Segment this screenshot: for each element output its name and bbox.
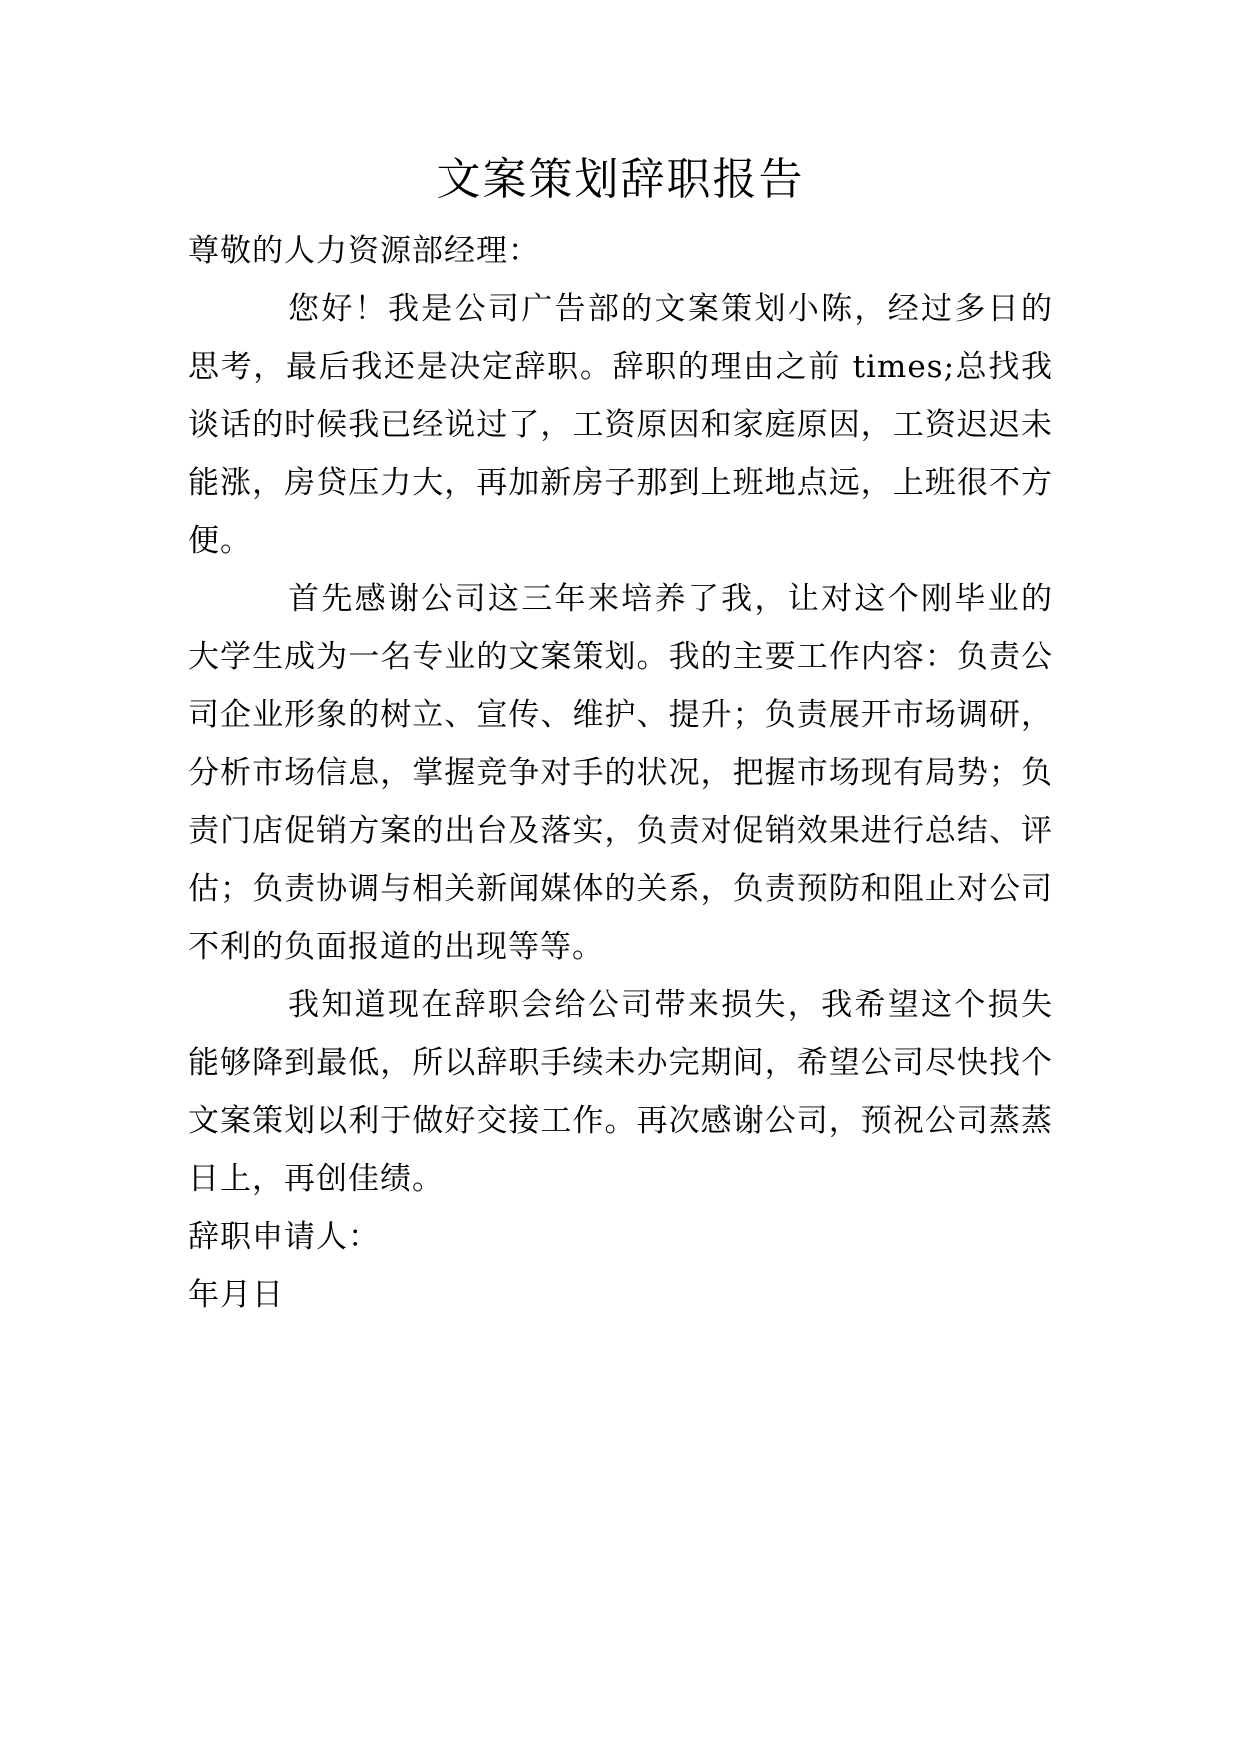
document-title: 文案策划辞职报告 <box>436 154 805 205</box>
signature-line: 辞职申请人： <box>188 1219 380 1255</box>
date-line: 年月日 <box>188 1277 284 1313</box>
paragraph-gratitude: 首先感谢公司这三年来培养了我，让对这个刚毕业的大学生成为一名专业的文案策划。我的主要工作内容：负责公司企业形象的树立、宣传、维护、提升；负责展开市场调研，分析市场信息，掌握竞争对手的状况，把握市场现有局势；负责门店促销方案的出台及落实，负责对促销效果进行总结、评估；负责协调与相关新闻媒体的关系，负责预防和阻止对公司不利的负面报道的出现等等。 <box>188 581 1053 965</box>
salutation: 尊敬的人力资源部经理： <box>188 233 540 269</box>
paragraph-intro: 您好！我是公司广告部的文案策划小陈，经过多日的思考，最后我还是决定辞职。辞职的理由之前 times;总找我谈话的时候我已经说过了，工资原因和家庭原因，工资迟迟未能涨，房贷压力大，再加新房子那到上班地点远，上班很不方便。 <box>188 291 1053 559</box>
paragraph-closing: 我知道现在辞职会给公司带来损失，我希望这个损失能够降到最低，所以辞职手续未办完期间，希望公司尽快找个文案策划以利于做好交接工作。再次感谢公司，预祝公司蒸蒸日上，再创佳绩。 <box>188 987 1053 1197</box>
document-body <box>188 222 1053 1324</box>
